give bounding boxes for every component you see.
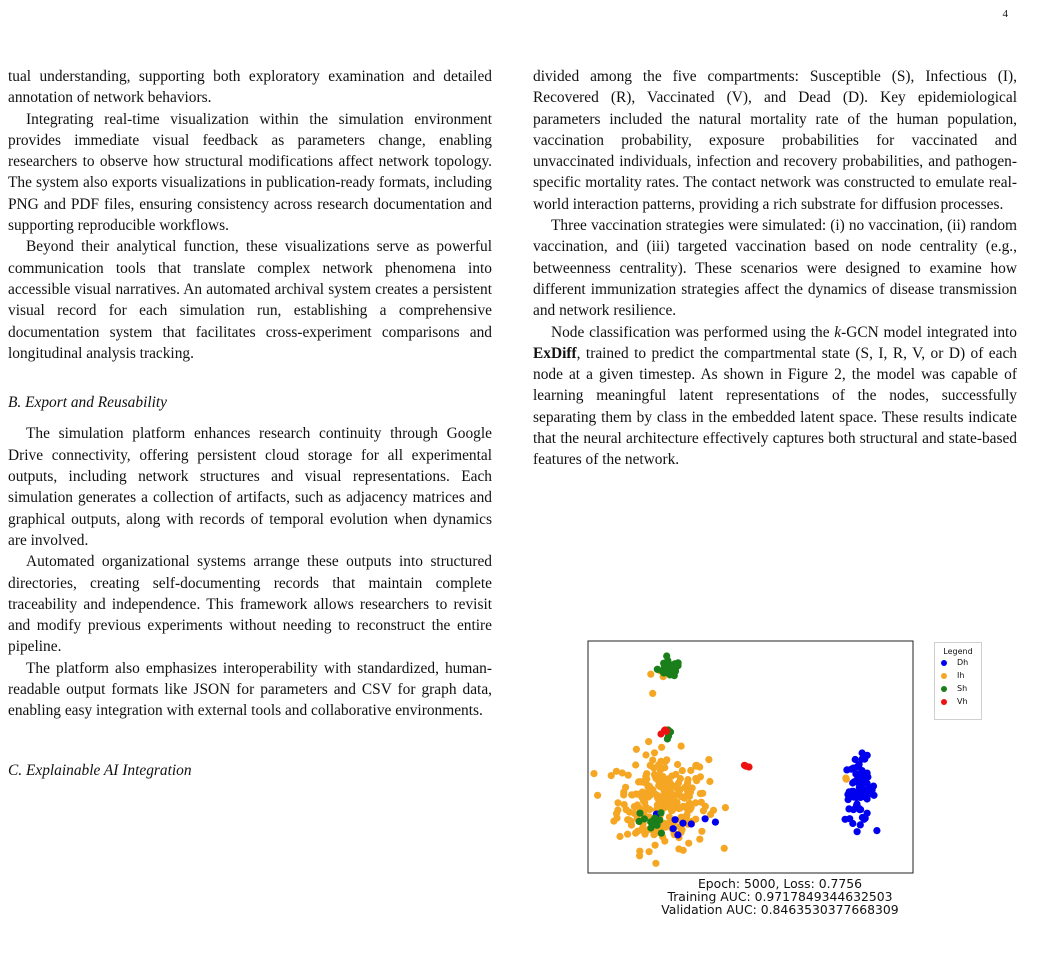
point-ih — [680, 847, 687, 854]
point-ih — [669, 795, 676, 802]
point-ih — [722, 804, 729, 811]
legend-title: Legend — [943, 647, 973, 656]
point-dh — [712, 819, 719, 826]
point-ih — [608, 772, 615, 779]
point-dh — [858, 770, 865, 777]
point-ih — [678, 743, 685, 750]
point-ih — [696, 836, 703, 843]
point-vh — [742, 763, 749, 770]
caption-epoch-loss: Epoch: 5000, Loss: 0.7756 — [697, 876, 863, 891]
point-ih — [634, 828, 641, 835]
point-ih — [661, 776, 668, 783]
point-ih — [614, 799, 621, 806]
point-ih — [652, 842, 659, 849]
point-ih — [632, 761, 639, 768]
point-ih — [627, 817, 634, 824]
point-dh — [679, 820, 686, 827]
legend-item-ih — [935, 669, 981, 682]
point-ih — [661, 838, 668, 845]
point-ih — [655, 777, 662, 784]
point-ih — [674, 785, 681, 792]
legend-marker — [941, 686, 947, 692]
point-ih — [706, 778, 713, 785]
point-ih — [685, 840, 692, 847]
point-dh — [670, 825, 677, 832]
point-ih — [613, 814, 620, 821]
point-ih — [614, 807, 621, 814]
legend-item-dh — [935, 656, 981, 669]
point-ih — [642, 751, 649, 758]
legend-label: Dh — [957, 658, 969, 667]
legend — [934, 642, 982, 720]
point-sh — [658, 830, 665, 837]
paragraph: The platform also emphasizes interoperability with standardized, human-readable output formats like JSON for parameters and CSV for graph data, enabling easy integration with external tools and collaborative environments. — [8, 659, 492, 720]
point-dh — [702, 815, 709, 822]
point-ih — [645, 738, 652, 745]
point-dh — [854, 828, 861, 835]
point-ih — [663, 782, 670, 789]
point-dh — [860, 787, 867, 794]
point-ih — [698, 799, 705, 806]
point-ih — [647, 671, 654, 678]
point-ih — [687, 788, 694, 795]
point-ih — [698, 828, 705, 835]
figure-latent-space — [560, 638, 1000, 954]
point-ih — [594, 792, 601, 799]
point-ih — [651, 749, 658, 756]
point-vh — [657, 730, 664, 737]
point-dh — [873, 827, 880, 834]
point-sh — [669, 667, 676, 674]
section-heading-b: B. Export and Reusability — [8, 394, 168, 412]
point-ih — [684, 803, 691, 810]
legend-label: Sh — [957, 684, 968, 693]
point-ih — [590, 770, 597, 777]
point-ih — [678, 793, 685, 800]
point-ih — [710, 807, 717, 814]
paragraph — [533, 322, 1017, 471]
legend-item-vh — [935, 695, 981, 708]
legend-item-sh — [935, 682, 981, 695]
point-ih — [700, 807, 707, 814]
right-column — [533, 66, 1017, 471]
point-dh — [845, 796, 852, 803]
point-ih — [616, 833, 623, 840]
point-ih — [721, 845, 728, 852]
point-ih — [697, 773, 704, 780]
point-ih — [620, 789, 627, 796]
paragraph: Integrating real-time visualization within the simulation environment provides immediate visual feedback as parameters change, enabling researchers to observe how structural modifications affect network topology. The system also exports visualizations in publication-ready formats, including PNG and PDF files, ensuring consistency across research documentation and supporting reproducible workflows. — [8, 110, 492, 235]
point-ih — [636, 852, 643, 859]
point-ih — [649, 757, 656, 764]
legend-marker — [941, 673, 947, 679]
text-run: , trained to predict the compartmental state (S, I, R, V, or D) of each node at a given timestep. As shown in Figure 2, the model was capable of learning meaningful latent representations of the nodes, successfully separating them by class in the embedded latent space. These results indicate that the neural architecture effectively captures both structural and state-based features of the network. — [533, 344, 1017, 469]
point-ih — [649, 690, 656, 697]
point-sh — [657, 809, 664, 816]
point-ih — [674, 761, 681, 768]
point-ih — [655, 793, 662, 800]
section-heading-c: C. Explainable AI Integration — [8, 761, 192, 779]
point-ih — [646, 848, 653, 855]
point-sh — [636, 810, 643, 817]
point-ih — [705, 756, 712, 763]
point-ih — [672, 771, 679, 778]
paragraph: divided among the five compartments: Susceptible (S), Infectious (I), Recovered (R), Vaccinated (V), and Dead (D). Key epidemiological parameters included the natural mortality rate of the human population, vaccination probability, exposure probabilities for vaccinated and unvaccinated individuals, infection and recovery probabilities, and pathogen-specific mortality rates. The contact network was constructed to emulate real-world interaction patterns, providing a rich substrate for diffusion processes. — [533, 68, 1017, 213]
paragraph: Three vaccination strategies were simulated: (i) no vaccination, (ii) random vaccination, and (iii) targeted vaccination based on node centrality (e.g., betweenness centrality). These scenarios were designed to examine how different immunization strategies affect the dynamics of disease transmission and network resilience. — [533, 217, 1017, 320]
point-ih — [624, 831, 631, 838]
point-dh — [853, 803, 860, 810]
point-dh — [854, 763, 861, 770]
legend-label: Vh — [957, 697, 968, 706]
text-run: -GCN model integrated into — [841, 323, 1017, 341]
point-dh — [862, 793, 869, 800]
point-dh — [862, 778, 869, 785]
legend-label: Ih — [957, 671, 965, 680]
point-dh — [672, 816, 679, 823]
point-sh — [641, 815, 648, 822]
point-dh — [860, 816, 867, 823]
point-ih — [629, 791, 636, 798]
page-number: 4 — [1002, 8, 1008, 20]
point-ih — [692, 762, 699, 769]
legend-marker — [941, 699, 947, 705]
point-dh — [674, 831, 681, 838]
point-dh — [688, 820, 695, 827]
point-ih — [697, 790, 704, 797]
paragraph: Beyond their analytical function, these visualizations serve as powerful communication tools that translate complex network phenomena into accessible visual narratives. An automated archival system creates a persistent visual record for each simulation run, establishing a comprehensive documentation system that facilitates cross-experiment comparisons and longitudinal analysis tracking. — [8, 238, 492, 362]
point-ih — [619, 769, 626, 776]
left-column — [8, 66, 492, 791]
figure-caption — [560, 877, 1000, 916]
paragraph: tual understanding, supporting both exploratory examination and detailed annotation of network behaviors. — [8, 68, 492, 107]
caption-training-auc: Training AUC: 0.9717849344632503 — [667, 889, 893, 904]
point-ih — [675, 805, 682, 812]
point-ih — [633, 746, 640, 753]
point-ih — [679, 767, 686, 774]
point-ih — [652, 860, 659, 867]
point-ih — [640, 797, 647, 804]
point-ih — [621, 801, 628, 808]
point-ih — [684, 781, 691, 788]
point-ih — [643, 770, 650, 777]
point-dh — [842, 816, 849, 823]
point-ih — [842, 775, 849, 782]
point-dh — [845, 805, 852, 812]
legend-marker — [941, 660, 947, 666]
point-ih — [626, 809, 633, 816]
point-ih — [663, 756, 670, 763]
point-ih — [669, 807, 676, 814]
point-sh — [656, 817, 663, 824]
point-dh — [855, 792, 862, 799]
text-run: Node classification was performed using the — [551, 323, 835, 341]
point-ih — [650, 831, 657, 838]
paragraph: Automated organizational systems arrange these outputs into structured directories, creating self-documenting records that maintain complete traceability and independence. This framework allows researchers to revisit and modify previous experiments without needing to reconstruct the entire pipeline. — [8, 553, 492, 656]
caption-validation-auc: Validation AUC: 0.8463530377668309 — [661, 902, 899, 917]
point-ih — [658, 744, 665, 751]
point-ih — [655, 761, 662, 768]
exdiff-name: ExDiff — [533, 344, 577, 362]
paragraph: The simulation platform enhances research continuity through Google Drive connectivity, offering persistent cloud storage for all experimental outputs, including network structures and visual representations. Each simulation generates a collection of artifacts, such as adjacency matrices and graphical outputs, along with records of temporal evolution when dynamics are involved. — [8, 425, 492, 549]
point-ih — [642, 779, 649, 786]
math-k: k — [834, 323, 842, 341]
